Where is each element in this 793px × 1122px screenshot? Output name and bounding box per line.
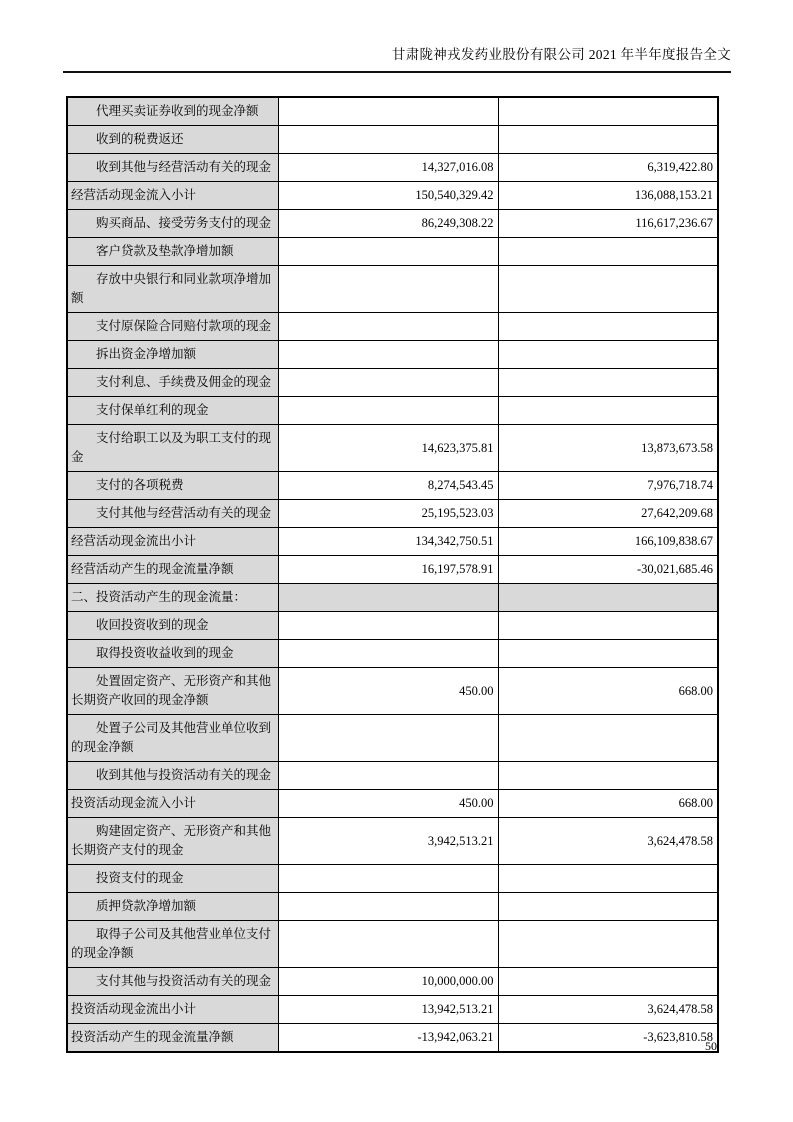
value-prior-period: [498, 313, 718, 341]
value-current-period: 13,942,513.21: [278, 996, 498, 1024]
table-row: [67, 762, 718, 790]
table-row: [67, 397, 718, 425]
value-current-period: [278, 266, 498, 313]
row-label: 收到其他与经营活动有关的现金: [67, 154, 278, 182]
table-row: [67, 528, 718, 556]
value-prior-period: -30,021,685.46: [498, 556, 718, 584]
row-label: 购买商品、接受劳务支付的现金: [67, 210, 278, 238]
row-label: 投资支付的现金: [67, 865, 278, 893]
page-number: 50: [705, 1039, 717, 1053]
value-current-period: 8,274,543.45: [278, 472, 498, 500]
value-prior-period: 13,873,673.58: [498, 425, 718, 472]
table-row: [67, 818, 718, 865]
value-current-period: [278, 921, 498, 968]
row-label: 支付的各项税费: [67, 472, 278, 500]
row-label: 收到其他与投资活动有关的现金: [67, 762, 278, 790]
value-current-period: 450.00: [278, 790, 498, 818]
value-prior-period: 7,976,718.74: [498, 472, 718, 500]
value-current-period: 3,942,513.21: [278, 818, 498, 865]
table-row: [67, 921, 718, 968]
table-row: [67, 500, 718, 528]
value-prior-period: [498, 865, 718, 893]
value-current-period: 10,000,000.00: [278, 968, 498, 996]
table-row: [67, 640, 718, 668]
table-row: [67, 369, 718, 397]
value-prior-period: 116,617,236.67: [498, 210, 718, 238]
value-current-period: [278, 584, 498, 612]
value-prior-period: -3,623,810.58: [498, 1024, 718, 1053]
value-prior-period: [498, 584, 718, 612]
value-current-period: -13,942,063.21: [278, 1024, 498, 1053]
report-header-title: 甘肃陇神戎发药业股份有限公司 2021 年半年度报告全文: [63, 46, 731, 73]
value-current-period: 150,540,329.42: [278, 182, 498, 210]
value-prior-period: [498, 126, 718, 154]
value-prior-period: [498, 968, 718, 996]
row-label: 二、投资活动产生的现金流量：: [67, 584, 278, 612]
row-label: 处置固定资产、无形资产和其他长期资产收回的现金净额: [67, 668, 278, 715]
value-prior-period: [498, 893, 718, 921]
value-prior-period: 668.00: [498, 668, 718, 715]
value-current-period: [278, 126, 498, 154]
value-prior-period: 27,642,209.68: [498, 500, 718, 528]
value-current-period: [278, 369, 498, 397]
table-row: [67, 425, 718, 472]
value-prior-period: [498, 715, 718, 762]
value-current-period: 14,327,016.08: [278, 154, 498, 182]
table-row: [67, 893, 718, 921]
value-current-period: 25,195,523.03: [278, 500, 498, 528]
value-current-period: [278, 238, 498, 266]
value-current-period: [278, 397, 498, 425]
row-label: 取得子公司及其他营业单位支付的现金净额: [67, 921, 278, 968]
value-prior-period: 6,319,422.80: [498, 154, 718, 182]
row-label: 质押贷款净增加额: [67, 893, 278, 921]
row-label: 支付利息、手续费及佣金的现金: [67, 369, 278, 397]
table-row: [67, 266, 718, 313]
row-label: 客户贷款及垫款净增加额: [67, 238, 278, 266]
value-current-period: [278, 893, 498, 921]
value-current-period: 450.00: [278, 668, 498, 715]
value-prior-period: 3,624,478.58: [498, 818, 718, 865]
value-current-period: 14,623,375.81: [278, 425, 498, 472]
value-prior-period: 166,109,838.67: [498, 528, 718, 556]
section-header-row: [67, 584, 718, 612]
value-prior-period: [498, 640, 718, 668]
value-prior-period: 3,624,478.58: [498, 996, 718, 1024]
value-current-period: [278, 865, 498, 893]
table-row: [67, 612, 718, 640]
table-row: [67, 238, 718, 266]
value-current-period: [278, 612, 498, 640]
table-row: [67, 556, 718, 584]
row-label: 代理买卖证券收到的现金净额: [67, 97, 278, 126]
row-label: 收到的税费返还: [67, 126, 278, 154]
value-current-period: 134,342,750.51: [278, 528, 498, 556]
value-current-period: [278, 97, 498, 126]
row-label: 投资活动现金流入小计: [67, 790, 278, 818]
value-prior-period: [498, 97, 718, 126]
row-label: 收回投资收到的现金: [67, 612, 278, 640]
row-label: 支付其他与经营活动有关的现金: [67, 500, 278, 528]
value-prior-period: [498, 341, 718, 369]
table-row: [67, 996, 718, 1024]
value-prior-period: [498, 612, 718, 640]
table-row: [67, 968, 718, 996]
value-prior-period: [498, 762, 718, 790]
table-row: [67, 97, 718, 126]
row-label: 存放中央银行和同业款项净增加额: [67, 266, 278, 313]
value-current-period: [278, 762, 498, 790]
value-current-period: 86,249,308.22: [278, 210, 498, 238]
cash-flow-table: [66, 96, 719, 1053]
value-prior-period: [498, 921, 718, 968]
row-label: 支付其他与投资活动有关的现金: [67, 968, 278, 996]
row-label: 经营活动现金流出小计: [67, 528, 278, 556]
row-label: 购建固定资产、无形资产和其他长期资产支付的现金: [67, 818, 278, 865]
row-label: 取得投资收益收到的现金: [67, 640, 278, 668]
row-label: 支付保单红利的现金: [67, 397, 278, 425]
table-row: [67, 313, 718, 341]
row-label: 拆出资金净增加额: [67, 341, 278, 369]
value-current-period: [278, 313, 498, 341]
value-prior-period: [498, 369, 718, 397]
table-row: [67, 154, 718, 182]
table-row: [67, 472, 718, 500]
row-label: 投资活动现金流出小计: [67, 996, 278, 1024]
table-row: [67, 865, 718, 893]
value-current-period: [278, 640, 498, 668]
row-label: 支付原保险合同赔付款项的现金: [67, 313, 278, 341]
row-label: 经营活动现金流入小计: [67, 182, 278, 210]
table-row: [67, 210, 718, 238]
value-prior-period: 136,088,153.21: [498, 182, 718, 210]
value-prior-period: [498, 397, 718, 425]
row-label: 投资活动产生的现金流量净额: [67, 1024, 278, 1053]
row-label: 处置子公司及其他营业单位收到的现金净额: [67, 715, 278, 762]
table-row: [67, 715, 718, 762]
table-row: [67, 126, 718, 154]
value-prior-period: [498, 266, 718, 313]
value-current-period: [278, 715, 498, 762]
value-prior-period: [498, 238, 718, 266]
value-current-period: [278, 341, 498, 369]
table-row: [67, 790, 718, 818]
value-current-period: 16,197,578.91: [278, 556, 498, 584]
table-row: [67, 668, 718, 715]
table-row: [67, 341, 718, 369]
row-label: 支付给职工以及为职工支付的现金: [67, 425, 278, 472]
table-row: [67, 182, 718, 210]
value-prior-period: 668.00: [498, 790, 718, 818]
row-label: 经营活动产生的现金流量净额: [67, 556, 278, 584]
